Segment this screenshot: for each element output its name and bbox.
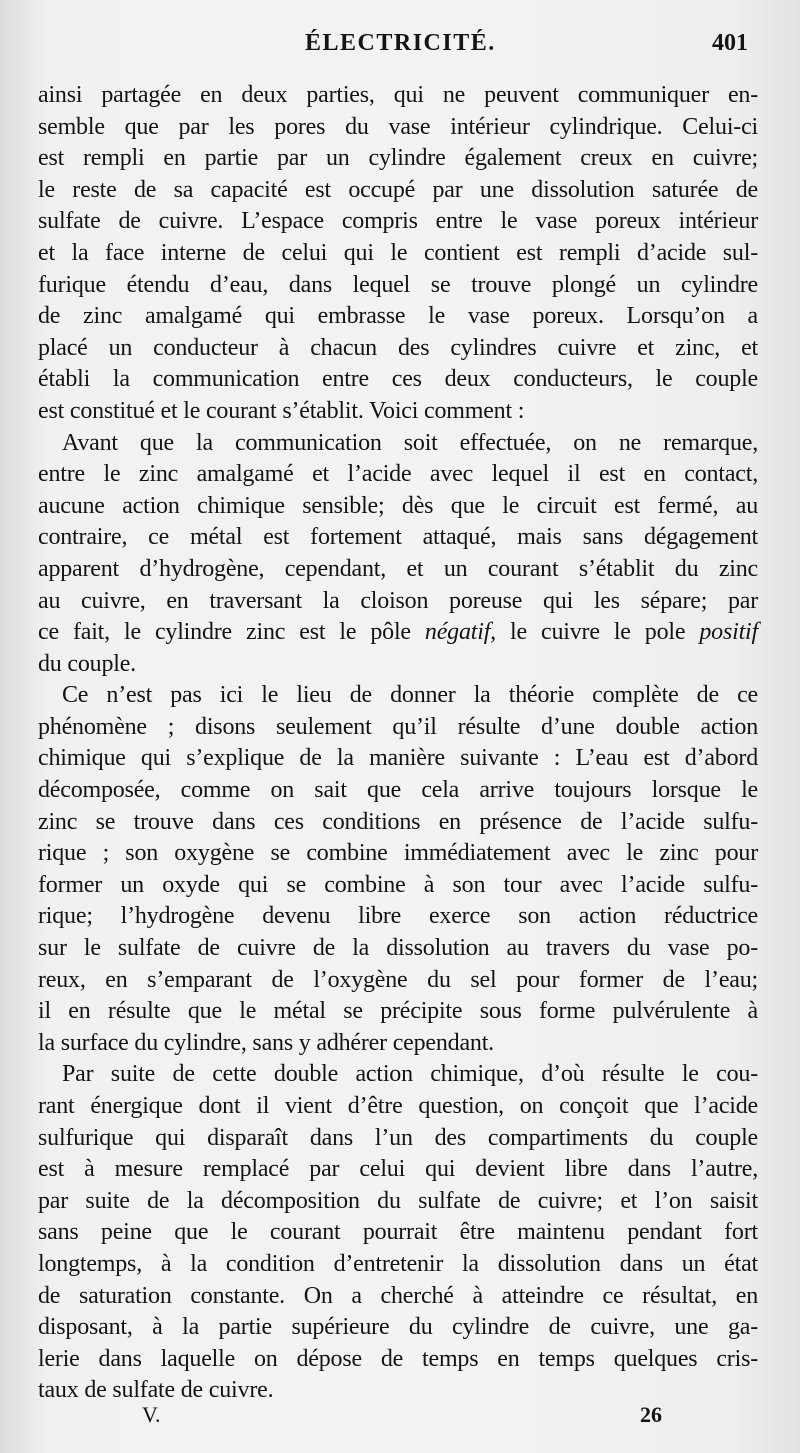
sheet-number: 26 [640, 1402, 662, 1427]
text-line: sulfurique qui disparaît dans l’un des compartiments du couple [38, 1124, 758, 1151]
text-line: de zinc amalgamé qui embrasse le vase poreux. Lorsqu’on a [38, 303, 758, 330]
text-line: former un oxyde qui se combine à son tour avec l’acide sulfu- [38, 871, 758, 898]
text-line: taux de sulfate de cuivre. [38, 1377, 274, 1404]
text-line: au cuivre, en traversant la cloison poreuse qui les sépare; par [38, 587, 758, 614]
text-run: le cuivre le pole [495, 619, 700, 646]
text-line: le reste de sa capacité est occupé par une dissolution saturée de [38, 176, 758, 203]
text-line: de saturation constante. On a cherché à atteindre ce résultat, en [38, 1282, 758, 1309]
signature-mark: V. [142, 1402, 161, 1427]
text-line: il en résulte que le métal se précipite sous forme pulvérulente à [38, 998, 758, 1025]
running-head [0, 30, 800, 64]
page-title: ÉLECTRICITÉ. [305, 30, 496, 56]
text-line: est constitué et le courant s’établit. Voici comment : [38, 397, 525, 424]
text-line: rant énergique dont il vient d’être question, on conçoit que l’acide [38, 1093, 758, 1119]
text-line: semble que par les pores du vase intérieur cylindrique. Celui-ci [38, 113, 758, 140]
text-line: zinc se trouve dans ces conditions en présence de l’acide sulfu- [38, 808, 758, 835]
text-line: reux, en s’emparant de l’oxygène du sel pour former de l’eau; [38, 966, 758, 993]
text-line: est à mesure remplacé par celui qui devient libre dans l’autre, [38, 1156, 758, 1183]
paragraph-2 [38, 428, 758, 681]
text-line: sans peine que le courant pourrait être maintenu pendant fort [38, 1219, 758, 1246]
text-line: contraire, ce métal est fortement attaqué, mais sans dégagement [38, 524, 758, 551]
text-line: Avant que la communication soit effectuée, on ne remarque, [62, 429, 758, 456]
text-line: furique étendu d’eau, dans lequel se trouve plongé un cylindre [38, 271, 758, 298]
text-line: aucune action chimique sensible; dès que le circuit est fermé, au [38, 492, 758, 519]
text-line: est rempli en partie par un cylindre également creux en cuivre; [38, 145, 758, 172]
text-line: longtemps, à la condition d’entretenir la dissolution dans un état [38, 1250, 758, 1277]
text-line-with-italics [38, 617, 758, 649]
page-number: 401 [712, 30, 748, 56]
text-line: décomposée, comme on sait que cela arrive toujours lorsque le [38, 777, 758, 804]
text-line: rique ; son oxygène se combine immédiatement avec le zinc pour [38, 840, 758, 867]
body-text [38, 80, 758, 1407]
text-line: Ce n’est pas ici le lieu de donner la théorie complète de ce [62, 682, 758, 709]
text-line: entre le zinc amalgamé et l’acide avec lequel il est en contact, [38, 461, 758, 488]
italic-term-negatif: négatif, [424, 619, 496, 646]
page-footer [0, 1402, 800, 1432]
text-line: placé un conducteur à chacun des cylindres cuivre et zinc, et [38, 334, 758, 361]
text-line: la surface du cylindre, sans y adhérer cependant. [38, 1029, 494, 1056]
text-line: par suite de la décomposition du sulfate de cuivre; et l’on saisit [38, 1187, 758, 1214]
paragraph-4 [38, 1059, 758, 1407]
text-line: Par suite de cette double action chimique, d’où résulte le cou- [62, 1061, 758, 1088]
text-line: sulfate de cuivre. L’espace compris entre le vase poreux intérieur [38, 208, 758, 235]
text-line: et la face interne de celui qui le contient est rempli d’acide sul- [38, 239, 758, 266]
text-line: phénomène ; disons seulement qu’il résulte d’une double action [38, 713, 758, 740]
text-line: rique; l’hydrogène devenu libre exerce son action réductrice [38, 903, 758, 930]
text-line: ainsi partagée en deux parties, qui ne peuvent communiquer en- [38, 82, 758, 108]
paragraph-1 [38, 80, 758, 428]
text-line: établi la communication entre ces deux conducteurs, le couple [38, 366, 758, 393]
text-line: lerie dans laquelle on dépose de temps en temps quelques cris- [38, 1345, 758, 1372]
text-line: chimique qui s’explique de la manière suivante : L’eau est d’abord [38, 745, 758, 772]
text-line: apparent d’hydrogène, cependant, et un courant s’établit du zinc [38, 555, 758, 582]
text-line: sur le sulfate de cuivre de la dissolution au travers du vase po- [38, 935, 758, 962]
text-run: ce fait, le cylindre zinc est le pôle [38, 619, 425, 646]
italic-term-positif: positif [699, 619, 758, 646]
paragraph-3 [38, 680, 758, 1059]
text-line: du couple. [38, 650, 136, 677]
text-line: disposant, à la partie supérieure du cylindre de cuivre, une ga- [38, 1314, 758, 1341]
